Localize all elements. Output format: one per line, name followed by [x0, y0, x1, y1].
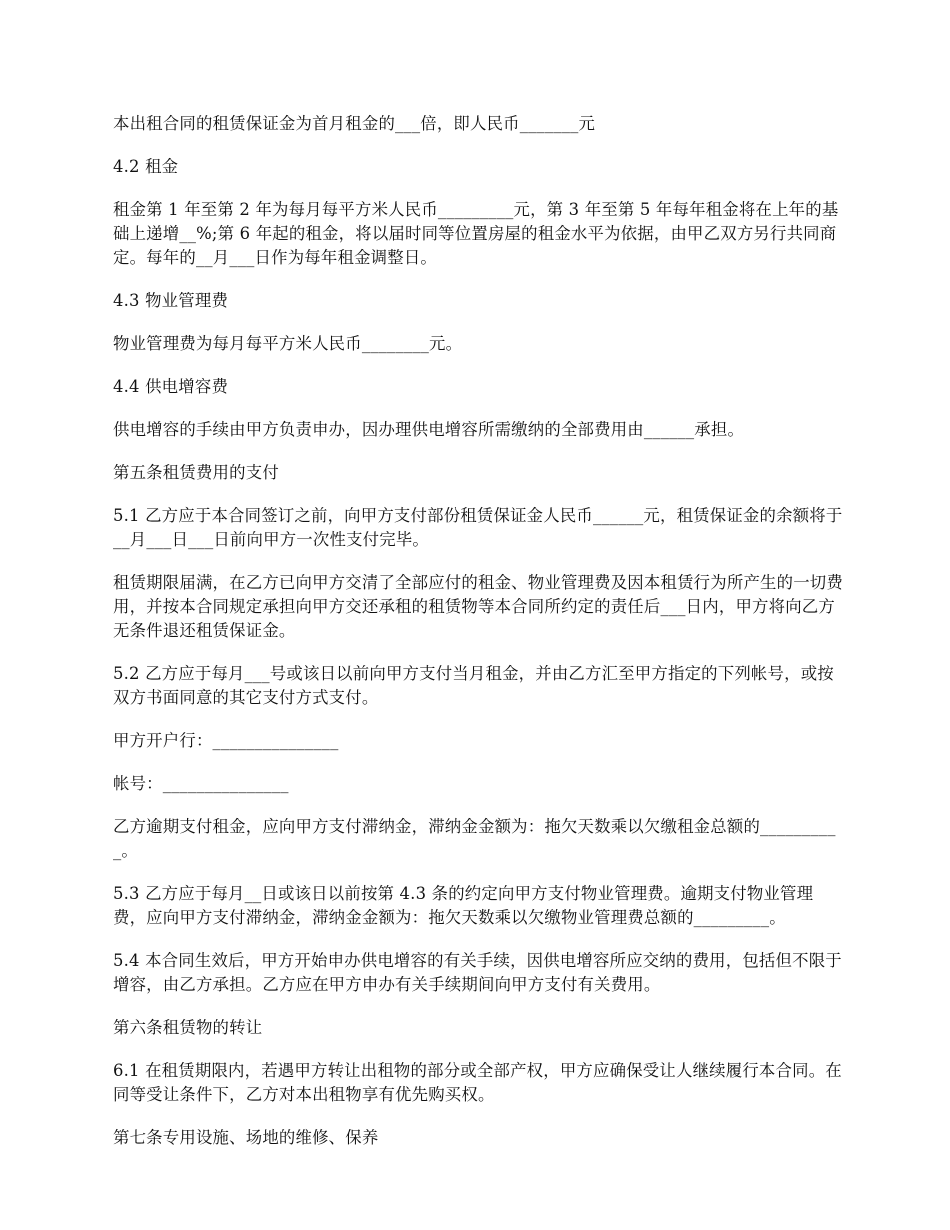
clause-6-1: 6.1 在租赁期限内，若遇甲方转让出租物的部分或全部产权，甲方应确保受让人继续履行本合同。在同等受让条件下，乙方对本出租物享有优先购买权。: [113, 1061, 842, 1104]
deposit-clause: 本出租合同的租赁保证金为首月租金的___倍，即人民币_______元: [113, 114, 596, 133]
article-7-heading: 第七条专用设施、场地的维修、保养: [113, 1128, 379, 1147]
late-rent-penalty-clause: 乙方逾期支付租金，应向甲方支付滞纳金，滞纳金金额为：拖欠天数乘以欠缴租金总额的__________。: [113, 817, 836, 860]
section-4-3-heading: 4.3 物业管理费: [113, 291, 229, 310]
section-4-4-heading: 4.4 供电增容费: [113, 377, 229, 396]
clause-5-4: 5.4 本合同生效后，甲方开始申办供电增容的有关手续，因供电增容所应交纳的费用，包括但不限于增容，由乙方承担。乙方应在甲方申办有关手续期间向甲方支付有关费用。: [113, 951, 842, 994]
deposit-refund-clause: 租赁期限届满，在乙方已向甲方交清了全部应付的租金、物业管理费及因本租赁行为所产生的一切费用，并按本合同规定承担向甲方交还承租的租赁物等本合同所约定的责任后___日内，甲方将向乙方无条件退还租赁保证金。: [113, 573, 843, 640]
clause-5-2: 5.2 乙方应于每月___号或该日以前向甲方支付当月租金，并由乙方汇至甲方指定的下列帐号，或按双方书面同意的其它支付方式支付。: [113, 664, 834, 707]
section-4-2-heading: 4.2 租金: [113, 157, 179, 176]
document-page: [113, 112, 843, 1169]
article-5-heading: 第五条租赁费用的支付: [113, 463, 279, 482]
clause-5-3: 5.3 乙方应于每月__日或该日以前按第 4.3 条的约定向甲方支付物业管理费。逾期支付物业管理费，应向甲方支付滞纳金，滞纳金金额为：拖欠天数乘以欠缴物业管理费总额的_________。: [113, 884, 814, 927]
account-number-field: 帐号：_______________: [113, 774, 289, 793]
article-6-heading: 第六条租赁物的转让: [113, 1018, 263, 1037]
bank-name-field: 甲方开户行：_______________: [113, 731, 339, 750]
rent-clause: 租金第 1 年至第 2 年为每月每平方米人民币_________元，第 3 年至第 5 年每年租金将在上年的基础上递增__%;第 6 年起的租金，将以届时同等位置房屋的租金水平为依据，由甲乙双方另行共同商定。每年的__月___日作为每年租金调整日。: [113, 200, 839, 267]
clause-5-1: 5.1 乙方应于本合同签订之前，向甲方支付部份租赁保证金人民币______元，租赁保证金的余额将于__月___日___日前向甲方一次性支付完毕。: [113, 506, 843, 549]
management-fee-clause: 物业管理费为每月每平方米人民币________元。: [113, 334, 463, 353]
power-capacity-clause: 供电增容的手续由甲方负责申办，因办理供电增容所需缴纳的全部费用由______承担。: [113, 420, 745, 439]
